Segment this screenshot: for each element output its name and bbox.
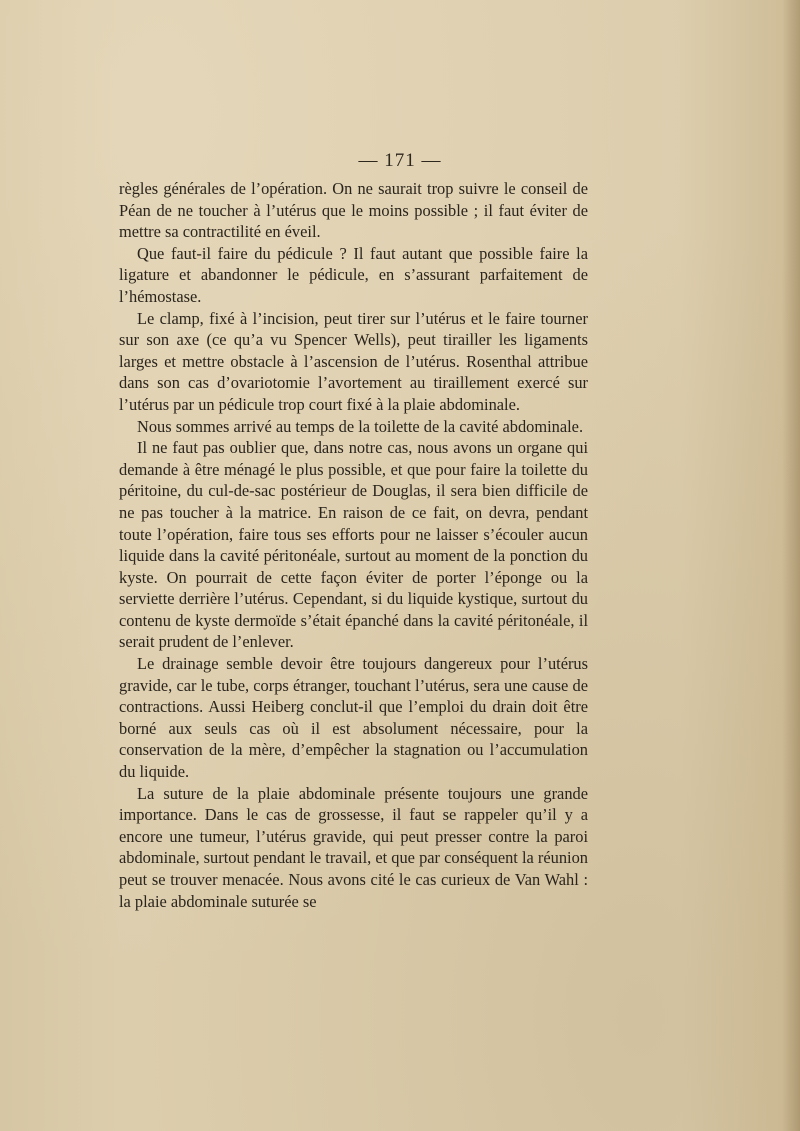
paragraph-7: La suture de la plaie abdominale présente toujours une grande importance. Dans le cas de grossesse, il faut se rappeler qu’il y a encore une tumeur, l’utérus gravide, qui peut presser contre la paroi abdominale, surtout pendant le travail, et que par conséquent la réunion peut se trouver menacée. Nous avons cité le cas curieux de Van Wahl : la plaie abdominale suturée se xyxy=(119,783,588,911)
body-text xyxy=(119,178,588,912)
paragraph-3: Le clamp, fixé à l’incision, peut tirer sur l’utérus et le faire tourner sur son axe (ce qu’a vu Spencer Wells), peut tirailler les ligaments larges et mettre obstacle à l’ascension de l’utérus. Rosenthal attribue dans son cas d’ovariotomie l’avortement au tiraillement exercé sur l’utérus par un pédicule trop court fixé à la plaie abdominale. xyxy=(119,308,588,414)
paragraph-2: Que faut-il faire du pédicule ? Il faut autant que possible faire la ligature et abandonner le pédicule, en s’assurant parfaitement de l’hémostase. xyxy=(119,243,588,306)
paragraph-4: Nous sommes arrivé au temps de la toilette de la cavité abdominale. xyxy=(137,416,584,436)
paragraph-6: Le drainage semble devoir être toujours dangereux pour l’utérus gravide, car le tube, corps étranger, touchant l’utérus, sera une cause de contractions. Aussi Heiberg conclut-il que l’emploi du drain doit être borné aux seuls cas où il est absolument nécessaire, pour la conservation de la mère, d’empêcher la stagnation ou l’accumulation du liquide. xyxy=(119,654,588,782)
page-number: — 171 — xyxy=(358,150,442,171)
paragraph-5: Il ne faut pas oublier que, dans notre cas, nous avons un organe qui demande à être ménagé le plus possible, et que pour faire la toilette du péritoine, du cul-de-sac postérieur de Douglas, il sera bien difficile de ne pas toucher à la matrice. En raison de ce fait, on devra, pendant toute l’opération, faire tous ses efforts pour ne laisser s’écouler aucun liquide dans la cavité péritonéale, surtout au moment de la ponction du kyste. On pourrait de cette façon éviter de porter l’éponge ou la serviette derrière l’utérus. Cependant, si du liquide kystique, surtout du contenu de kyste dermoïde s’était épanché dans la cavité péritonéale, il serait prudent de l’enlever. xyxy=(119,438,588,652)
paragraph-1: règles générales de l’opération. On ne saurait trop suivre le conseil de Péan de ne toucher à l’utérus que le moins possible ; il faut éviter de mettre sa contractilité en éveil. xyxy=(119,179,588,242)
